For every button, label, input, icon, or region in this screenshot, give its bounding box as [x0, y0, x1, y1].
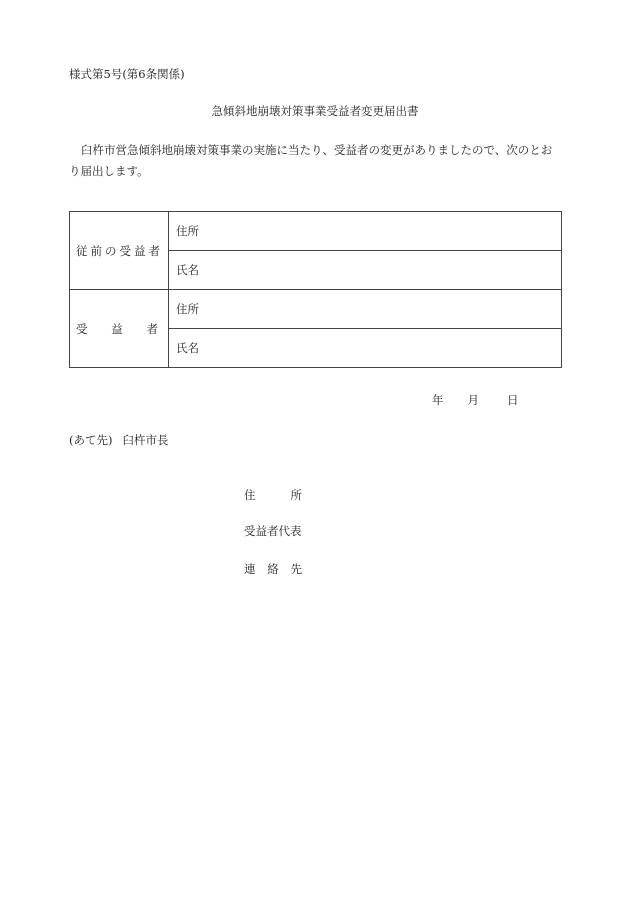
- addressee: [69, 432, 168, 448]
- intro-paragraph: [69, 140, 564, 182]
- previous-address-field[interactable]: [169, 212, 562, 251]
- signature-representative: 受益者代表: [244, 524, 302, 538]
- signature-address-char: 住: [244, 488, 256, 502]
- date-day: 日: [507, 393, 519, 407]
- beneficiary-label: [76, 321, 158, 337]
- previous-name-field[interactable]: [169, 251, 562, 290]
- beneficiary-name-field[interactable]: [169, 329, 562, 368]
- intro-line-2: り届出します。: [69, 164, 149, 178]
- table-row: [70, 212, 562, 251]
- signature-contact: [244, 561, 302, 577]
- signature-contact-char: 絡: [267, 562, 279, 576]
- previous-address-label: 住所: [176, 224, 199, 238]
- form-number: 様式第5号(第6条関係): [69, 67, 185, 81]
- date-month: 月: [467, 393, 479, 407]
- previous-beneficiary-label: 従前の受益者: [76, 243, 163, 258]
- beneficiary-label-char: 受: [76, 321, 88, 336]
- document-title: 急傾斜地崩壊対策事業受益者変更届出書: [211, 104, 419, 118]
- beneficiary-table: [69, 211, 562, 368]
- intro-line-1: 臼杵市営急傾斜地崩壊対策事業の実施に当たり、受益者の変更がありましたので、次のとお: [81, 143, 553, 157]
- signature-address: [244, 487, 302, 503]
- addressee-name: 臼杵市長: [122, 433, 169, 447]
- beneficiary-label-char: 益: [111, 321, 123, 336]
- previous-name-label: 氏名: [176, 263, 199, 277]
- signature-contact-char: 連: [244, 562, 256, 576]
- beneficiary-address-label: 住所: [176, 302, 199, 316]
- beneficiary-label-char: 者: [146, 321, 158, 336]
- beneficiary-label-cell: [70, 290, 169, 368]
- beneficiary-name-label: 氏名: [176, 341, 199, 355]
- date-line: [432, 392, 519, 408]
- table-row: [70, 290, 562, 329]
- signature-contact-char: 先: [290, 562, 302, 576]
- previous-beneficiary-label-cell: [70, 212, 169, 290]
- addressee-prefix: (あて先): [69, 433, 113, 447]
- beneficiary-address-field[interactable]: [169, 290, 562, 329]
- signature-address-char: 所: [290, 488, 302, 502]
- date-year: 年: [432, 393, 444, 407]
